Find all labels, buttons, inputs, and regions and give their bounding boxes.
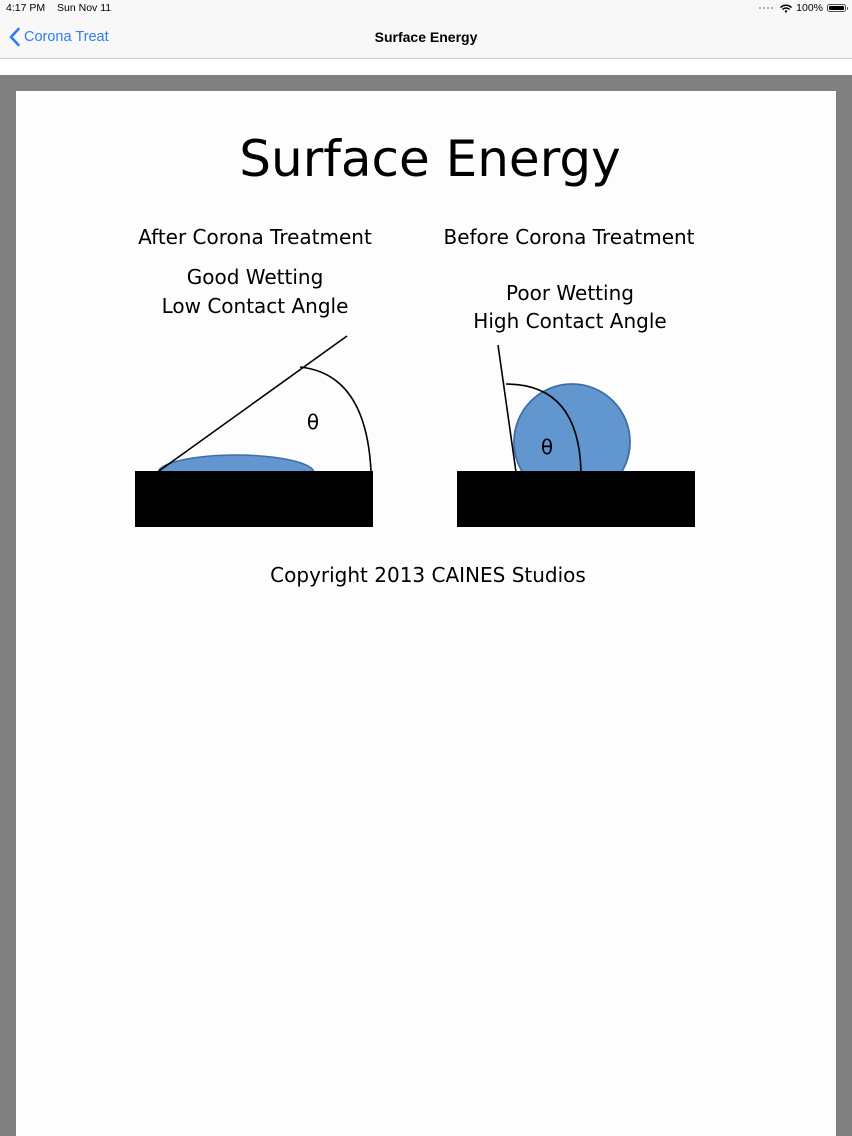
substrate-left bbox=[135, 471, 373, 527]
navigation-bar bbox=[0, 16, 852, 59]
left-wetting-label: Good Wetting bbox=[186, 265, 324, 289]
right-theta-label: θ bbox=[540, 435, 554, 459]
back-button-label: Corona Treat bbox=[24, 29, 109, 45]
status-time: 4:17 PM bbox=[6, 2, 46, 14]
left-theta-label: θ bbox=[306, 410, 320, 434]
right-wetting-label: Poor Wetting bbox=[506, 281, 634, 305]
battery-icon bbox=[827, 4, 846, 12]
battery-percent: 100% bbox=[796, 2, 823, 14]
status-bar bbox=[0, 0, 852, 16]
substrate-right bbox=[457, 471, 695, 527]
right-heading: Before Corona Treatment bbox=[443, 225, 695, 249]
low-contact-angle-diagram bbox=[135, 336, 373, 527]
slide-title: Surface Energy bbox=[239, 130, 621, 188]
surface-energy-slide bbox=[16, 91, 836, 611]
copyright-text: Copyright 2013 CAINES Studios bbox=[270, 563, 586, 587]
left-angle-label: Low Contact Angle bbox=[161, 294, 349, 318]
status-right bbox=[759, 2, 846, 14]
wifi-icon bbox=[780, 4, 792, 13]
status-date: Sun Nov 11 bbox=[57, 2, 112, 14]
high-contact-angle-diagram bbox=[457, 345, 695, 527]
right-angle-label: High Contact Angle bbox=[473, 309, 667, 333]
tangent-line bbox=[159, 336, 347, 471]
tangent-line bbox=[498, 345, 516, 472]
signal-dots-icon bbox=[759, 7, 774, 10]
document-page bbox=[16, 91, 836, 1136]
nav-title: Surface Energy bbox=[374, 29, 478, 45]
left-heading: After Corona Treatment bbox=[138, 225, 372, 249]
status-left bbox=[6, 2, 111, 14]
